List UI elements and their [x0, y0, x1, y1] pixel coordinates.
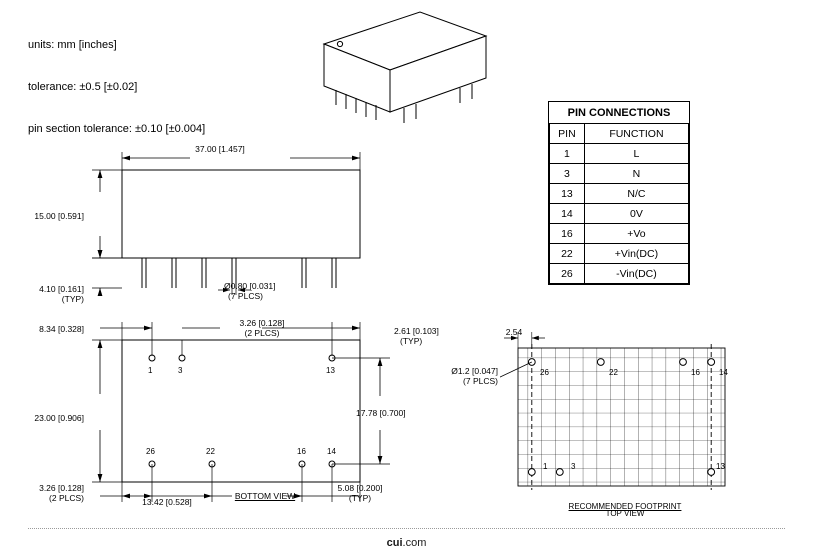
bottom-view-pin-label-1: 1 — [148, 366, 153, 375]
footprint-pad-label-14: 14 — [719, 368, 728, 377]
bottom-view-label: BOTTOM VIEW — [234, 491, 296, 501]
bottom-view-pin-label-13: 13 — [326, 366, 335, 375]
pin-number: 13 — [550, 184, 585, 204]
brand-name: cui — [386, 537, 403, 549]
pin-number: 26 — [550, 264, 585, 284]
notes-line-units: units: mm [inches] — [28, 39, 117, 51]
table-row — [550, 204, 689, 224]
table-row — [550, 164, 689, 184]
bottom-view-height-dim: 23.00 [0.906] — [34, 413, 84, 423]
footprint-grid-pitch-dim: 2.54 — [505, 327, 523, 337]
table-row — [550, 144, 689, 164]
pin-column-header: PIN — [550, 124, 585, 144]
footprint-pad-label-3: 3 — [571, 462, 576, 471]
pin-function: N/C — [584, 184, 688, 204]
bottom-view-top-pitch-plcs: (2 PLCS) — [244, 328, 280, 338]
bottom-view-bottom-left-plcs: (2 PLCS) — [49, 493, 84, 503]
pin-connections-title: PIN CONNECTIONS — [550, 102, 689, 124]
pin-number: 14 — [550, 204, 585, 224]
footprint-pad-label-1: 1 — [543, 462, 548, 471]
side-view-pin-dia-plcs: (7 PLCS) — [228, 291, 263, 301]
bottom-view-pin-label-3: 3 — [178, 366, 183, 375]
bottom-view-pin-label-14: 14 — [327, 447, 336, 456]
bottom-view-bottom-right-typ: (TYP) — [348, 493, 372, 503]
table-row — [550, 184, 689, 204]
footprint-pad-label-22: 22 — [609, 368, 618, 377]
footprint-caption-line-1: RECOMMENDED FOOTPRINT — [568, 502, 682, 511]
units-notes — [28, 10, 205, 150]
bottom-view-pin-label-16: 16 — [297, 447, 306, 456]
brand-footer — [0, 537, 813, 549]
footer-divider — [28, 528, 785, 529]
pin-number: 16 — [550, 224, 585, 244]
pin-function: 0V — [584, 204, 688, 224]
pin-function: +Vin(DC) — [584, 244, 688, 264]
side-view-width-dim: 37.00 [1.457] — [195, 144, 245, 154]
brand-domain: .com — [402, 537, 427, 549]
side-view-height-dim: 15.00 [0.591] — [34, 211, 84, 221]
footprint-hole-plcs: (7 PLCS) — [463, 376, 498, 386]
footprint-pad-label-13: 13 — [716, 462, 725, 471]
pin-number: 22 — [550, 244, 585, 264]
side-view-pin-length-typ: (TYP) — [61, 294, 84, 304]
pin-number: 1 — [550, 144, 585, 164]
table-row — [550, 224, 689, 244]
footprint-hole-dim: Ø1.2 [0.047] — [451, 366, 498, 376]
notes-line-tolerance: tolerance: ±0.5 [±0.02] — [28, 81, 138, 93]
bottom-view-inner-height-dim: 17.78 [0.700] — [356, 408, 406, 418]
bottom-view-bottom-right-dim: 5.08 [0.200] — [337, 483, 383, 493]
function-column-header: FUNCTION — [584, 124, 688, 144]
pin-function: N — [584, 164, 688, 184]
footprint-pad-label-26: 26 — [540, 368, 549, 377]
bottom-view-right-edge-dim: 2.61 [0.103] — [394, 326, 439, 336]
isometric-module-drawing — [300, 8, 510, 133]
bottom-view-bottom-pitch-dim: 13.42 [0.528] — [142, 497, 192, 507]
pin-function: +Vo — [584, 224, 688, 244]
bottom-view-pin-label-26: 26 — [146, 447, 155, 456]
footprint-caption-line-2: TOP VIEW — [605, 509, 645, 518]
footprint-drawing — [500, 330, 750, 510]
bottom-view-right-edge-typ: (TYP) — [400, 336, 423, 346]
pin-connections-table — [548, 101, 690, 285]
bottom-view-pin-label-22: 22 — [206, 447, 215, 456]
side-view-pin-dia-dim: Ø0.80 [0.031] — [224, 281, 276, 291]
notes-line-pin-tolerance: pin section tolerance: ±0.10 [±0.004] — [28, 123, 206, 135]
footprint-pad-label-16: 16 — [691, 368, 700, 377]
bottom-view-left-offset-dim: 8.34 [0.328] — [39, 324, 84, 334]
table-row — [550, 244, 689, 264]
bottom-view-top-pitch-dim: 3.26 [0.128] — [239, 318, 285, 328]
table-row — [550, 264, 689, 284]
pin-function: L — [584, 144, 688, 164]
pin-function: -Vin(DC) — [584, 264, 688, 284]
bottom-view-bottom-left-dim: 3.26 [0.128] — [39, 483, 84, 493]
side-view-pin-length-dim: 4.10 [0.161] — [39, 284, 84, 294]
pin-number: 3 — [550, 164, 585, 184]
